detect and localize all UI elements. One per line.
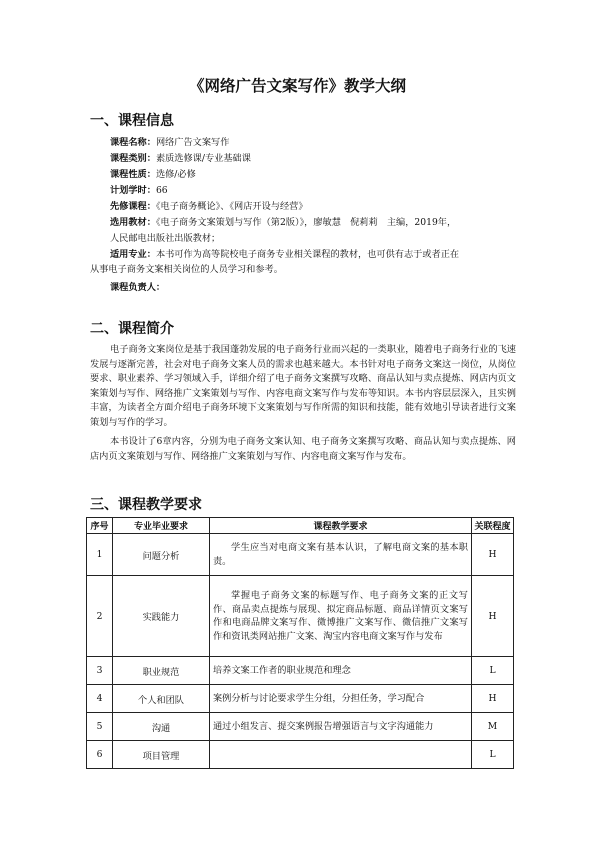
field-value: 《电子商务文案策划与写作（第2版）》，廖敏慧 倪莉莉 主编，2019年，: [155, 217, 457, 228]
table-row: [87, 685, 514, 713]
table-header-row: [87, 518, 514, 534]
row-teaching-req: 培养文案工作者的职业规范和理念: [210, 657, 472, 685]
field-label: 课程性质：: [110, 169, 156, 180]
field-course-nature: [110, 167, 196, 182]
field-label: 课程类别：: [110, 153, 156, 164]
field-value: 网络广告文案写作: [155, 137, 230, 148]
header-teaching-req: 课程教学要求: [210, 518, 472, 534]
intro-paragraph-1: 电子商务文案岗位是基于我国蓬勃发展的电子商务行业而兴起的一类职业，随着电子商务行业的飞速发展与逐渐完善，社会对电子商务文案人员的需求也越来越大。本书针对电子商务文案这一岗位，从岗位要求、职业素养、学习领域入手，详细介绍了电子商务文案撰写攻略、商品认知与卖点提炼、网店内页文案策划与写作、网络推广文案策划与写作、内容电商文案写作与发布等知识。本书内容层层深入，且实例丰富，为读者全方面介绍电子商务环境下文案策划与写作所需的知识和技能，能有效地引导读者进行文案策划与写作的学习。: [90, 344, 516, 428]
field-value: 本书可作为高等院校电子商务专业相关课程的教材，也可供有志于或者正在: [155, 249, 460, 260]
field-applicable-major: [110, 247, 459, 262]
row-relevance: M: [472, 713, 514, 741]
row-grad-req: 个人和团队: [113, 685, 210, 713]
row-grad-req: 沟通: [113, 713, 210, 741]
field-value: 66: [155, 185, 168, 196]
requirements-table: [86, 517, 514, 769]
table-row: [87, 534, 514, 576]
row-no: 4: [87, 685, 113, 713]
row-relevance: L: [472, 741, 514, 769]
field-label: 适用专业：: [110, 249, 156, 260]
section-heading-course-info: 一、课程信息: [90, 113, 174, 129]
field-value: 人民邮电出版社出版教材；: [110, 233, 221, 244]
row-grad-req: 实践能力: [113, 576, 210, 657]
row-teaching-req: 案例分析与讨论要求学生分组，分担任务，学习配合: [210, 685, 472, 713]
row-grad-req: 职业规范: [113, 657, 210, 685]
section-heading-course-intro: 二、课程简介: [90, 321, 174, 337]
field-value: 《电子商务概论》、《网店开设与经营》: [155, 201, 308, 212]
field-label: 课程负责人：: [110, 282, 166, 293]
table-row: [87, 741, 514, 769]
row-grad-req: 项目管理: [113, 741, 210, 769]
row-teaching-req: 学生应当对电商文案有基本认识，了解电商文案的基本职责。: [210, 534, 472, 576]
field-label: 选用教材：: [110, 217, 156, 228]
field-label: 课程名称：: [110, 137, 156, 148]
row-teaching-req: [210, 741, 472, 769]
row-teaching-req: 通过小组发言、提交案例报告增强语言与文字沟通能力: [210, 713, 472, 741]
field-course-leader: [110, 280, 165, 295]
header-graduation-req: 专业毕业要求: [113, 518, 210, 534]
row-no: 1: [87, 534, 113, 576]
field-value: 从事电子商务文案相关岗位的人员学习和参考。: [90, 264, 283, 275]
table-row: [87, 713, 514, 741]
field-value: 选修/必修: [155, 169, 196, 180]
row-relevance: H: [472, 534, 514, 576]
field-label: 计划学时：: [110, 185, 156, 196]
row-relevance: L: [472, 657, 514, 685]
row-no: 3: [87, 657, 113, 685]
header-no: 序号: [87, 518, 113, 534]
header-relevance: 关联程度: [472, 518, 514, 534]
section-heading-teaching-requirements: 三、课程教学要求: [90, 497, 202, 513]
field-course-name: [110, 135, 229, 150]
row-no: 5: [87, 713, 113, 741]
field-textbook: [110, 215, 456, 230]
field-value: 素质选修课/专业基础课: [155, 153, 251, 164]
row-no: 2: [87, 576, 113, 657]
field-textbook-cont: [110, 231, 220, 246]
row-relevance: H: [472, 685, 514, 713]
row-grad-req: 问题分析: [113, 534, 210, 576]
field-label: 先修课程：: [110, 201, 156, 212]
table-row: [87, 657, 514, 685]
intro-paragraph-2: 本书设计了6章内容，分别为电子商务文案认知、电子商务文案撰写攻略、商品认知与卖点提炼、网店内页文案策划与写作、网络推广文案策划与写作、内容电商文案写作与发布。: [90, 436, 516, 462]
row-teaching-req: 掌握电子商务文案的标题写作、电子商务文案的正文写作、商品卖点提炼与展现、拟定商品标题、商品详情页文案写作和电商品牌文案写作、微博推广文案写作、微信推广文案写作和资讯类网站推广文案、淘宝内容电商文案写作与发布: [210, 576, 472, 657]
row-no: 6: [87, 741, 113, 769]
table-row: [87, 576, 514, 657]
field-course-category: [110, 151, 251, 166]
field-prerequisites: [110, 199, 308, 214]
field-applicable-major-cont: [90, 263, 515, 277]
document-title: 《网络广告文案写作》教学大纲: [188, 77, 406, 95]
field-planned-hours: [110, 183, 168, 198]
row-relevance: H: [472, 576, 514, 657]
